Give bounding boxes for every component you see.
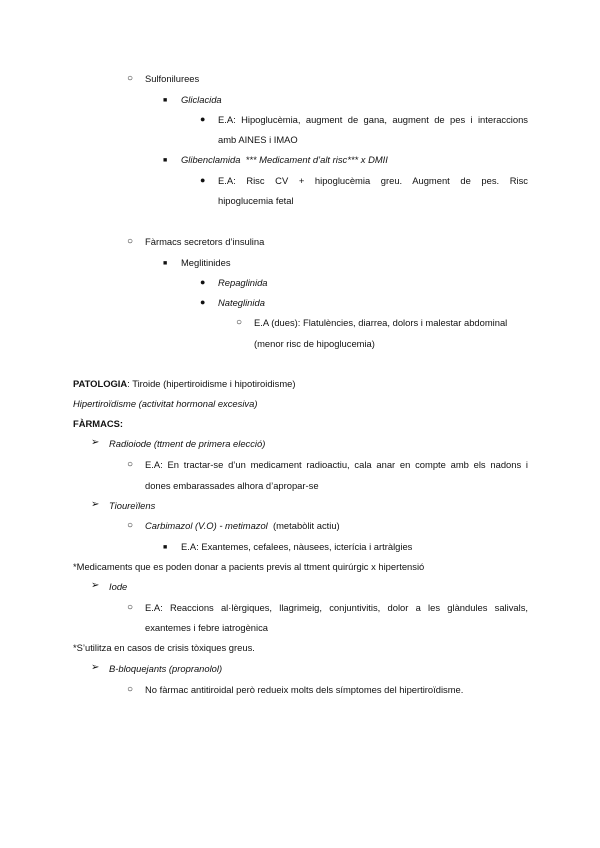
radioiode-ea-line: E.A: En tractar-se d’un medicament radioactiu, cala anar en compte amb els nadons i <box>145 459 528 470</box>
carbimazol-name: Carbimazol (V.O) - metimazol <box>145 520 268 531</box>
note-crisis: *S’utilitza en casos de crisis tòxiques greus. <box>73 642 255 653</box>
square-bullet-icon: ■ <box>163 544 168 551</box>
glibenclamida-name: Glibenclamida <box>181 154 241 165</box>
gliclacida-ea-line: E.A: Hipoglucèmia, augment de gana, augment de pes i interaccions <box>218 114 528 125</box>
list-item-tioureilens: Tioureïlens <box>109 500 156 511</box>
list-item-glibenclamida <box>181 154 388 166</box>
carbimazol-note: (metabòlit actiu) <box>272 520 340 531</box>
gliclacida-ea-line: amb AINES i IMAO <box>218 134 298 145</box>
list-item-carbimazol <box>145 520 340 532</box>
list-item-repaglinida: Repaglinida <box>218 277 268 288</box>
dot-bullet-icon: ● <box>200 297 206 307</box>
bbloquejants-text: No fàrmac antitiroidal però redueix molts dels símptomes del hipertiroïdisme. <box>145 684 464 695</box>
glibenclamida-ea-line: hipoglucemia fetal <box>218 195 294 206</box>
circle-bullet-icon: ○ <box>127 459 134 470</box>
arrow-bullet-icon: ➢ <box>91 580 100 591</box>
iode-ea-line: E.A: Reaccions al·lèrgiques, llagrimeig, conjuntivitis, dolor a les glàndules salivals, <box>145 602 528 613</box>
square-bullet-icon: ■ <box>163 260 168 267</box>
carbimazol-ea-line: E.A: Exantemes, cefalees, nàusees, icterícia i artràlgies <box>181 541 413 552</box>
list-item-iode: Iode <box>109 581 128 592</box>
list-item-nateglinida: Nateglinida <box>218 297 265 308</box>
dot-bullet-icon: ● <box>200 277 206 287</box>
circle-bullet-icon: ○ <box>127 684 134 695</box>
radioiode-ea-line: dones embarassades alhora d’apropar-se <box>145 480 319 491</box>
iode-ea-line: exantemes i febre iatrogènica <box>145 622 268 633</box>
list-item-bbloquejants: B-bloquejants (propranolol) <box>109 663 223 674</box>
patologia-label: PATOLOGIA <box>73 378 128 389</box>
circle-bullet-icon: ○ <box>127 73 134 84</box>
arrow-bullet-icon: ➢ <box>91 662 100 673</box>
dot-bullet-icon: ● <box>200 175 206 185</box>
square-bullet-icon: ■ <box>163 97 168 104</box>
arrow-bullet-icon: ➢ <box>91 499 100 510</box>
meglitinides-ea-line: (menor risc de hipoglucemia) <box>254 338 375 349</box>
list-item-meglitinides: Meglitinides <box>181 257 231 268</box>
patologia-text: : Tiroide (hipertiroidisme i hipotiroidisme) <box>127 378 296 389</box>
list-item-sulfonilurees: Sulfonilurees <box>145 73 200 84</box>
circle-bullet-icon: ○ <box>127 520 134 531</box>
glibenclamida-ea-line: E.A: Risc CV + hipoglucèmia greu. Augment de pes. Risc <box>218 175 528 186</box>
square-bullet-icon: ■ <box>163 157 168 164</box>
meglitinides-ea-line: E.A (dues): Flatulències, diarrea, dolors i malestar abdominal <box>254 317 508 328</box>
circle-bullet-icon: ○ <box>127 602 134 613</box>
list-item-gliclacida: Gliclacida <box>181 94 222 105</box>
circle-bullet-icon: ○ <box>127 236 134 247</box>
glibenclamida-risk-note: *** Medicament d’alt risc*** x DMII <box>245 154 388 165</box>
farmacs-heading: FÀRMACS: <box>73 418 123 429</box>
circle-bullet-icon: ○ <box>236 317 243 328</box>
patologia-heading <box>73 378 295 390</box>
dot-bullet-icon: ● <box>200 114 206 124</box>
arrow-bullet-icon: ➢ <box>91 437 100 448</box>
list-item-radioiode: Radioiode (ttment de primera elecció) <box>109 438 266 449</box>
hipertiroidisme-subtitle: Hipertiroïdisme (activitat hormonal excesiva) <box>73 398 258 409</box>
note-medicaments: *Medicaments que es poden donar a pacients previs al ttment quirúrgic x hipertensió <box>73 561 425 572</box>
list-item-secretors: Fàrmacs secretors d’insulina <box>145 236 265 247</box>
